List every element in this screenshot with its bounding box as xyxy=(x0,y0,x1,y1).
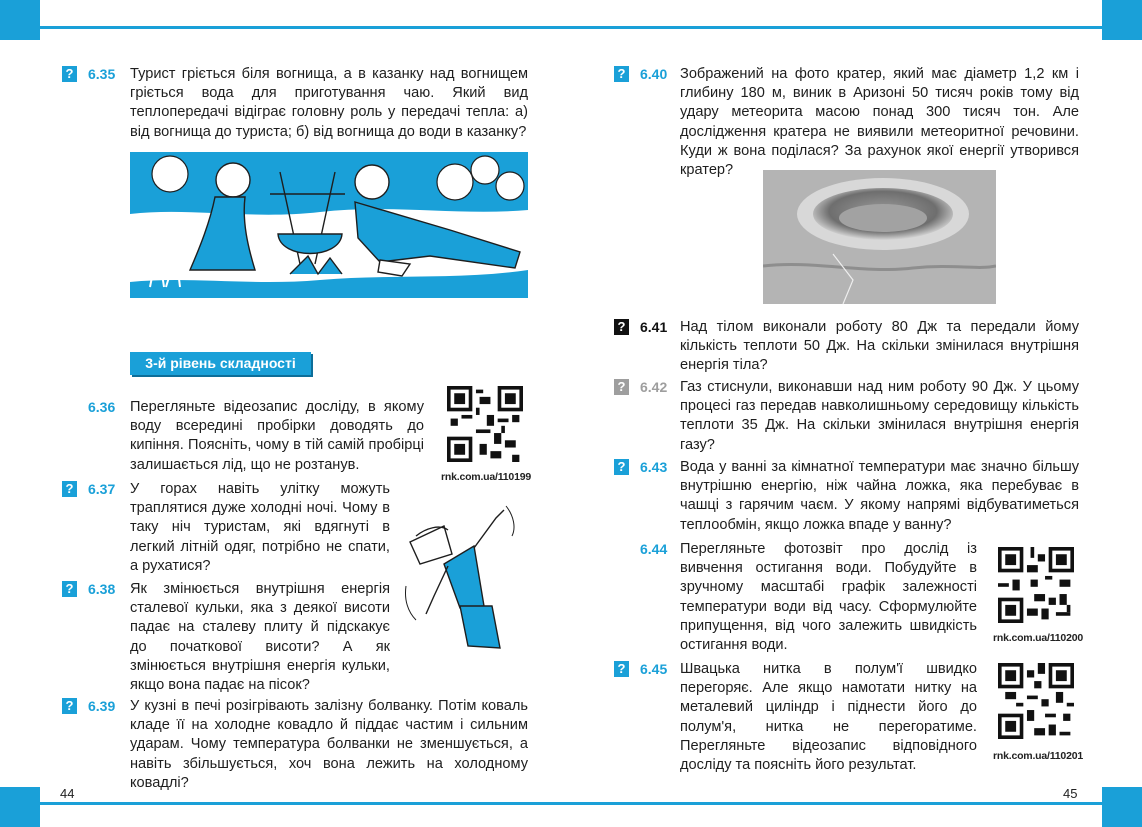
corner-decoration xyxy=(1102,0,1142,40)
question-icon: ? xyxy=(614,379,629,395)
task-number: 6.36 xyxy=(88,399,116,415)
task-6-45 xyxy=(612,660,977,775)
task-text: У горах навіть улітку можуть траплятися дуже холодні ночі. Чому в таку ніч туристам, які вдягнуті в легкий літній одяг, потрібно не спати, а рухатися? xyxy=(130,481,390,574)
task-text: Швацька нитка в полум'ї швидко перегоряє. Але якщо намотати нитку на металевий циліндр і піднести його до полум'я, нитка не перегоратиме. Перегляньте відеозапис відповідного досліду та поясніть його результат. xyxy=(680,661,977,774)
question-icon: ? xyxy=(62,66,77,82)
question-icon: ? xyxy=(62,698,77,714)
task-text: Як змінюється внутрішня енергія сталевої кульки, яка з деякої висоти падає на сталеву плиту й підскакує до початкової висоти? А як змінюється внутрішня енергія кульки, якщо вона падає на пісок? xyxy=(130,581,390,694)
qr-code[interactable] xyxy=(998,547,1074,623)
task-number: 6.44 xyxy=(640,541,668,557)
task-text: Турист гріється біля вогнища, а в казанку над вогнищем гріється вода для приготування чаю. Який вид теплопередачі відіграє головну роль у передачі тепла: а) від вогнища до туриста; б) від вогнища до води в казанку? xyxy=(130,66,528,140)
question-icon: ? xyxy=(62,481,77,497)
question-icon: ? xyxy=(614,459,629,475)
task-text: Зображений на фото кратер, який має діаметр 1,2 км і глибину 180 м, виник в Аризоні 50 тисяч років тому від удару метеорита масою понад 300 тисяч тон. Але дослідження кратера не виявили метеоритної речовини. Куди ж вона поділася? За рахунок якої енергії утворився кратер? xyxy=(680,66,1079,179)
task-text: Над тілом виконали роботу 80 Дж та передали йому кількість теплоти 50 Дж. На скільки змінилася внутрішня енергія тіла? xyxy=(680,319,1079,374)
task-6-40 xyxy=(612,65,1079,180)
task-text: Перегляньте відеозапис досліду, в якому воду всередині пробірки доводять до кипіння. Поясніть, чому в тій самій пробірці залишається лід, що не розтанув. xyxy=(130,399,424,473)
corner-decoration xyxy=(0,787,40,827)
task-number: 6.41 xyxy=(640,319,668,335)
task-number: 6.40 xyxy=(640,66,668,82)
tourist-illustration xyxy=(396,496,526,656)
task-6-39 xyxy=(60,697,528,793)
bottom-rule xyxy=(40,802,1102,805)
qr-link-caption[interactable]: rnk.com.ua/110201 xyxy=(993,750,1083,762)
task-number: 6.35 xyxy=(88,66,116,82)
qr-code[interactable] xyxy=(447,386,523,462)
task-number: 6.37 xyxy=(88,481,116,497)
question-icon: ? xyxy=(614,66,629,82)
qr-link-caption[interactable]: rnk.com.ua/110200 xyxy=(993,632,1083,644)
task-6-35 xyxy=(60,65,528,142)
question-icon: ? xyxy=(614,661,629,677)
qr-code[interactable] xyxy=(998,663,1074,739)
task-number: 6.38 xyxy=(88,581,116,597)
task-6-36 xyxy=(60,398,424,475)
question-icon: ? xyxy=(614,319,629,335)
task-6-43 xyxy=(612,458,1079,535)
task-text: Перегляньте фотозвіт про дослід із вивчення остигання води. Побудуйте в зручному масштабі графік залежності температури води від часу. Сформулюйте припущення, від чого залежить швидкість остигання води. xyxy=(680,541,977,654)
page-number-left: 44 xyxy=(60,786,75,801)
corner-decoration xyxy=(1102,787,1142,827)
task-6-44 xyxy=(612,540,977,655)
task-number: 6.39 xyxy=(88,698,116,714)
task-number: 6.42 xyxy=(640,379,668,395)
page-number-right: 45 xyxy=(1063,786,1078,801)
task-text: У кузні в печі розігрівають залізну болванку. Потім коваль кладе її на холодне ковадло й піддає частим і сильним ударам. Чому температура болванки не зменшується, а навіть збільшується, хоч вона лежить на холодному ковадлі? xyxy=(130,698,528,791)
crater-photo xyxy=(763,170,996,304)
corner-decoration xyxy=(0,0,40,40)
task-number: 6.45 xyxy=(640,661,668,677)
difficulty-level-heading: 3-й рівень складності xyxy=(130,352,311,375)
qr-link-caption[interactable]: rnk.com.ua/110199 xyxy=(441,471,531,483)
task-6-38 xyxy=(60,580,390,695)
question-icon: ? xyxy=(62,581,77,597)
task-6-37 xyxy=(60,480,390,576)
task-number: 6.43 xyxy=(640,459,668,475)
campfire-illustration xyxy=(130,152,528,298)
task-6-42 xyxy=(612,378,1079,455)
top-rule xyxy=(40,26,1102,29)
task-6-41 xyxy=(612,318,1079,376)
task-text: Газ стиснули, виконавши над ним роботу 90 Дж. У цьому процесі газ передав навколишньому середовищу кількість теплоти 35 Дж. На скільки змінилася внутрішня енергія газу? xyxy=(680,379,1079,453)
task-text: Вода у ванні за кімнатної температури має значно більшу внутрішню енергію, ніж чайна ложка, яка перебуває в чашці з гарячим чаєм. У якому напрямі відбуватиметься теплообмін, якщо ложка впаде у ванну? xyxy=(680,459,1079,533)
